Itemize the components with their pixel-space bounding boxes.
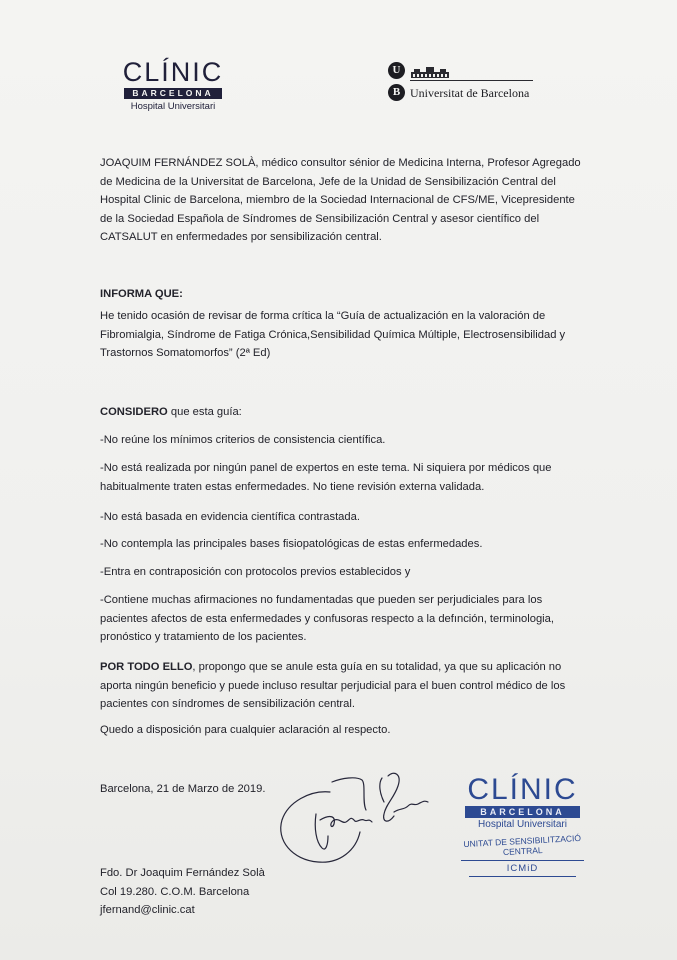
- conclusion-paragraph: [100, 658, 590, 714]
- list-item: -No reúne los mínimos criterios de consistencia científica.: [100, 434, 386, 446]
- portodo-rest: , propongo que se anule esta guía en su totalidad, ya que su aplicación no aporta ningún beneficio y puede incluso resultar perjudicial para el buen control médico de los pacientes con síndromes de sensibilización central.: [100, 661, 566, 710]
- intro-paragraph: JOAQUIM FERNÁNDEZ SOLÀ, médico consultor sénior de Medicina Interna, Profesor Agregado de Medicina de la Universitat de Barcelona, Jefe de la Unidad de Sensibilización Central del Hospital Clinic de Barcelona, miembro de la Sociedad Internacional de CFS/ME, Vicepresidente de la Sociedad Española de Síndromes de Sensibilización Central y asesor científico del CATSALUT en enfermedades por sensibilización central.: [100, 157, 581, 243]
- signer-name: Fdo. Dr Joaquim Fernández Solà: [100, 867, 265, 879]
- list-item: -No está realizada por ningún panel de expertos en este tema. Ni siquiera por médicos que habitualmente traten estas enfermedades. No tiene revisión externa validada.: [100, 462, 552, 493]
- stamp-rule-bottom: [469, 876, 576, 877]
- signer-college-number: Col 19.280. C.O.M. Barcelona: [100, 885, 250, 898]
- stamp-bar: BARCELONA: [465, 806, 580, 818]
- stamp-rule: [461, 860, 584, 861]
- stamp-unit: UNITAT DE SENSIBILITZACIÓ CENTRAL: [463, 832, 582, 858]
- date-line: Barcelona, 21 de Marzo de 2019.: [100, 783, 266, 795]
- review-paragraph: He tenido ocasión de revisar de forma crítica la “Guía de actualización en la valoración de Fibromialgia, Síndrome de Fatiga Crónica,Sensibilidad Química Múltiple, Electrosensibilidad y Trastornos Somatomorfos” (2ª Ed): [100, 310, 566, 359]
- stamp-icmid: ICMiD: [506, 863, 539, 874]
- clinic-stamp: [455, 775, 590, 877]
- ub-b-mark: B: [388, 84, 405, 101]
- handwritten-signature: [270, 762, 440, 872]
- portodo-bold: POR TODO ELLO: [100, 661, 193, 673]
- list-item: -Contiene muchas afirmaciones no fundamentadas que pueden ser perjudiciales para los pacientes afectos de esta enfermedades y confusoras respecto a la defınción, terminologia, pronóstico y tratamiento de los pacientes.: [100, 594, 554, 643]
- clinic-logo-word: CLÍNIC: [122, 57, 224, 87]
- list-item: -No está basada en evidencia científica contrastada.: [100, 511, 360, 523]
- stamp-sub: Hospital Universitari: [478, 819, 567, 830]
- ub-divider: [410, 80, 533, 81]
- list-item: -No contempla las principales bases fisiopatológicas de estas enfermedades.: [100, 538, 483, 550]
- clinic-logo: [118, 58, 228, 112]
- signature-block: [100, 864, 265, 920]
- clinic-logo-sub: Hospital Universitari: [130, 101, 216, 112]
- considero-paragraph: [100, 403, 590, 422]
- clinic-logo-bar: BARCELONA: [124, 88, 222, 99]
- signer-email: jfernand@clinic.cat: [100, 904, 195, 916]
- considero-bold: CONSIDERO: [100, 406, 168, 418]
- ub-name: Universitat de Barcelona: [410, 86, 530, 100]
- ub-logo: [388, 62, 538, 106]
- closing-line: Quedo a disposición para cualquier aclaración al respecto.: [100, 724, 391, 736]
- list-item: -Entra en contraposición con protocolos previos establecidos y: [100, 566, 411, 578]
- informa-heading: INFORMA QUE:: [100, 288, 183, 300]
- ub-building-icon: [410, 66, 450, 78]
- considero-rest: que esta guía:: [167, 406, 242, 418]
- ub-u-mark: U: [388, 62, 405, 79]
- stamp-word: CLÍNIC: [467, 773, 578, 806]
